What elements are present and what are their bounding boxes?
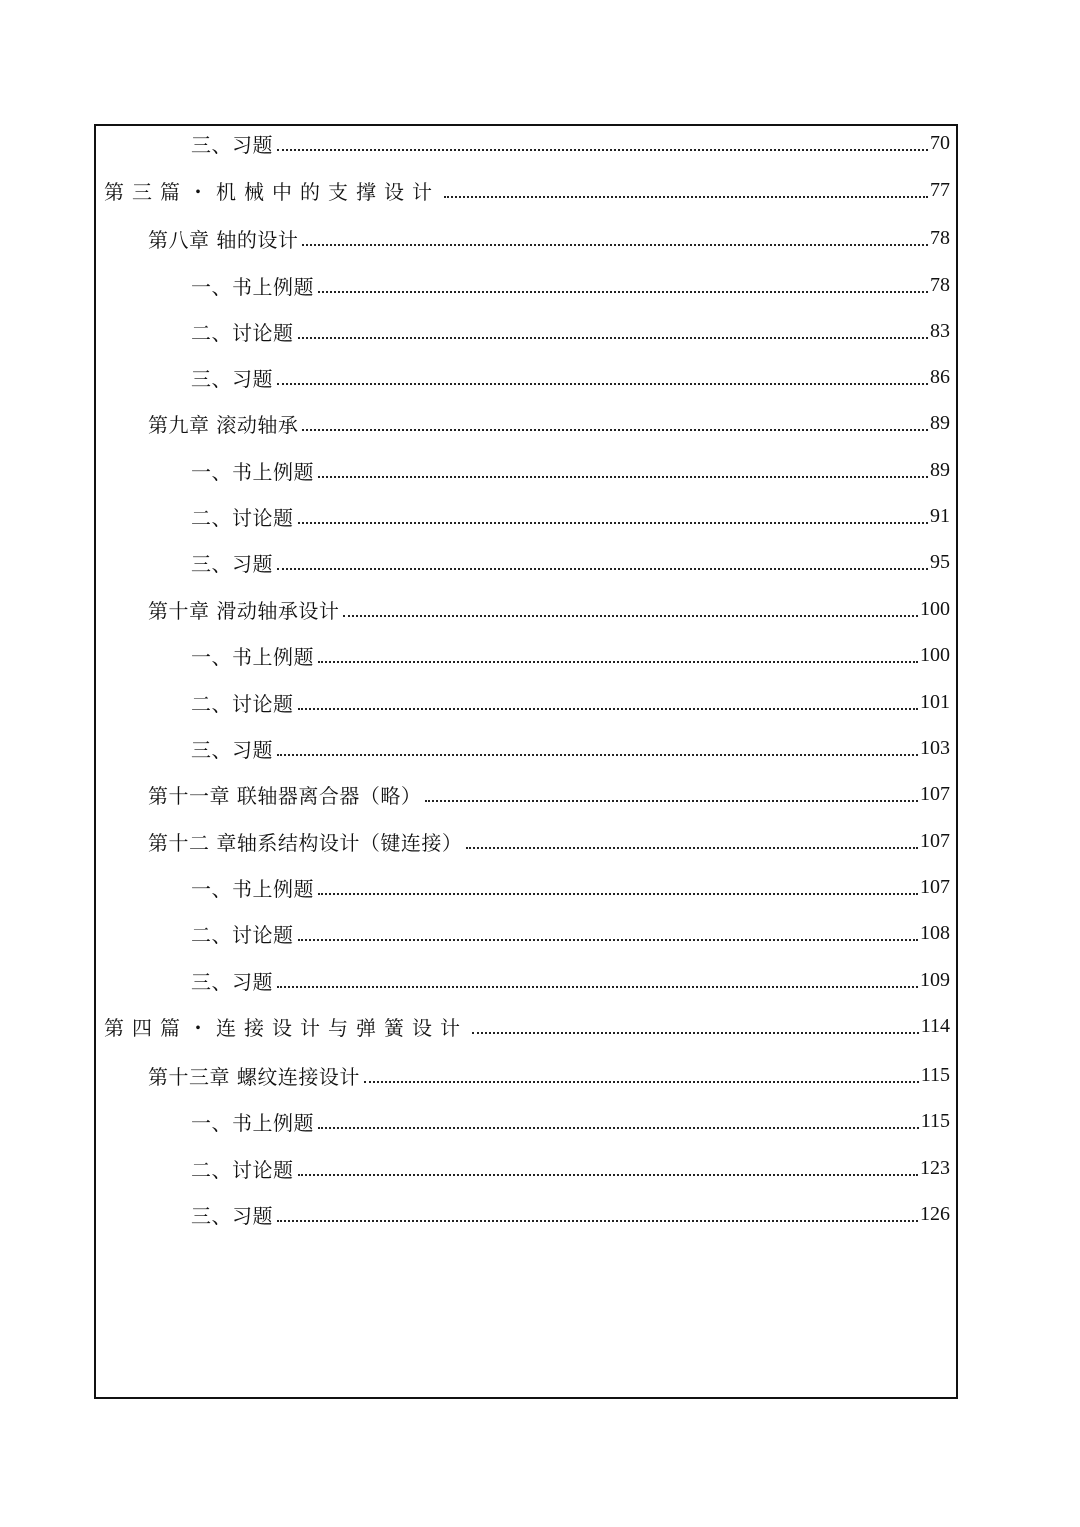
toc-entry-title: 一、书上例题	[191, 459, 314, 484]
toc-entry[interactable]	[191, 1101, 950, 1141]
toc-entry[interactable]	[191, 450, 950, 490]
dot-leader	[343, 615, 918, 617]
toc-chapter-entry[interactable]	[148, 218, 950, 258]
toc-entry-title: 二、讨论题	[191, 320, 294, 345]
toc-entry[interactable]	[191, 1194, 950, 1234]
toc-entry-title: 二、讨论题	[191, 691, 294, 716]
dot-leader	[444, 196, 928, 198]
toc-entry-title: 一、书上例题	[191, 1110, 314, 1135]
dot-leader	[466, 847, 918, 849]
toc-page-number: 100	[920, 597, 950, 620]
dot-leader	[318, 476, 928, 478]
toc-entry-title: 第十二 章轴系结构设计（键连接）	[148, 830, 463, 855]
toc-entry[interactable]	[191, 960, 950, 1000]
toc-page-number: 114	[920, 1014, 950, 1037]
dot-leader	[472, 1032, 919, 1034]
dot-leader	[318, 291, 928, 293]
toc-entry[interactable]	[191, 913, 950, 953]
toc-entry[interactable]	[191, 635, 950, 675]
toc-entry-title: 三、习题	[191, 551, 273, 576]
dot-leader	[277, 383, 928, 385]
toc-page-number: 86	[930, 365, 950, 388]
toc-page-number: 103	[920, 736, 950, 759]
dot-leader	[298, 708, 919, 710]
dot-leader	[302, 244, 928, 246]
toc-page-number: 89	[930, 411, 950, 434]
dot-leader	[298, 337, 929, 339]
dot-leader	[318, 661, 918, 663]
dot-leader	[277, 986, 918, 988]
toc-page-number: 89	[930, 458, 950, 481]
toc-page-number: 70	[930, 131, 950, 154]
toc-chapter-entry[interactable]	[148, 403, 950, 443]
toc-entry[interactable]	[191, 357, 950, 397]
toc-page-number: 107	[920, 782, 950, 805]
toc-entry[interactable]	[191, 682, 950, 722]
toc-page-number: 77	[930, 178, 950, 201]
toc-page-number: 78	[930, 273, 950, 296]
toc-part-entry[interactable]	[104, 170, 950, 210]
toc-page-number: 123	[920, 1156, 950, 1179]
toc-page-number: 101	[920, 690, 950, 713]
dot-leader	[318, 893, 918, 895]
toc-page-number: 115	[920, 1063, 950, 1086]
toc-page-number: 91	[930, 504, 950, 527]
toc-entry-title: 第九章 滚动轴承	[148, 412, 299, 437]
toc-chapter-entry[interactable]	[148, 589, 950, 629]
toc-entry-title: 二、讨论题	[191, 505, 294, 530]
toc-entry-title: 三、习题	[191, 1203, 273, 1228]
toc-page-number: 78	[930, 226, 950, 249]
toc-entry-title: 二、讨论题	[191, 1157, 294, 1182]
toc-page-number: 107	[920, 875, 950, 898]
toc-entry-title: 第三篇・机械中的支撑设计	[104, 179, 440, 204]
dot-leader	[277, 1220, 918, 1222]
toc-part-entry[interactable]	[104, 1006, 950, 1046]
toc-entry-title: 一、书上例题	[191, 876, 314, 901]
toc-page-number: 107	[920, 829, 950, 852]
toc-entry[interactable]	[191, 542, 950, 582]
toc-page-number: 115	[920, 1109, 950, 1132]
dot-leader	[277, 149, 928, 151]
toc-entry-title: 三、习题	[191, 969, 273, 994]
dot-leader	[298, 522, 929, 524]
toc-entry-title: 三、习题	[191, 132, 273, 157]
dot-leader	[277, 754, 918, 756]
toc-page-number: 100	[920, 643, 950, 666]
toc-chapter-entry[interactable]	[148, 774, 950, 814]
toc-chapter-entry[interactable]	[148, 821, 950, 861]
toc-page-number: 95	[930, 550, 950, 573]
toc-entry-title: 三、习题	[191, 366, 273, 391]
toc-entry[interactable]	[191, 728, 950, 768]
toc-entry[interactable]	[191, 265, 950, 305]
dot-leader	[298, 1174, 919, 1176]
toc-entry-title: 一、书上例题	[191, 274, 314, 299]
toc-entry-title: 二、讨论题	[191, 922, 294, 947]
toc-entry[interactable]	[191, 311, 950, 351]
toc-page-number: 108	[920, 921, 950, 944]
toc-entry[interactable]	[191, 123, 950, 163]
toc-entry-title: 第十一章 联轴器离合器（略）	[148, 783, 422, 808]
dot-leader	[302, 429, 928, 431]
toc-chapter-entry[interactable]	[148, 1055, 950, 1095]
toc-entry-title: 第八章 轴的设计	[148, 227, 299, 252]
dot-leader	[364, 1081, 919, 1083]
toc-entry-title: 第十章 滑动轴承设计	[148, 598, 340, 623]
toc-page-number: 83	[930, 319, 950, 342]
toc-entry-title: 第十三章 螺纹连接设计	[148, 1064, 360, 1089]
toc-entry[interactable]	[191, 1148, 950, 1188]
toc-entry-title: 第四篇・连接设计与弹簧设计	[104, 1015, 468, 1040]
toc-entry-title: 一、书上例题	[191, 644, 314, 669]
toc-page-number: 126	[920, 1202, 950, 1225]
toc-entry[interactable]	[191, 496, 950, 536]
dot-leader	[425, 800, 918, 802]
toc-page-number: 109	[920, 968, 950, 991]
dot-leader	[298, 939, 919, 941]
dot-leader	[318, 1127, 919, 1129]
toc-entry-title: 三、习题	[191, 737, 273, 762]
toc-entry[interactable]	[191, 867, 950, 907]
dot-leader	[277, 568, 928, 570]
